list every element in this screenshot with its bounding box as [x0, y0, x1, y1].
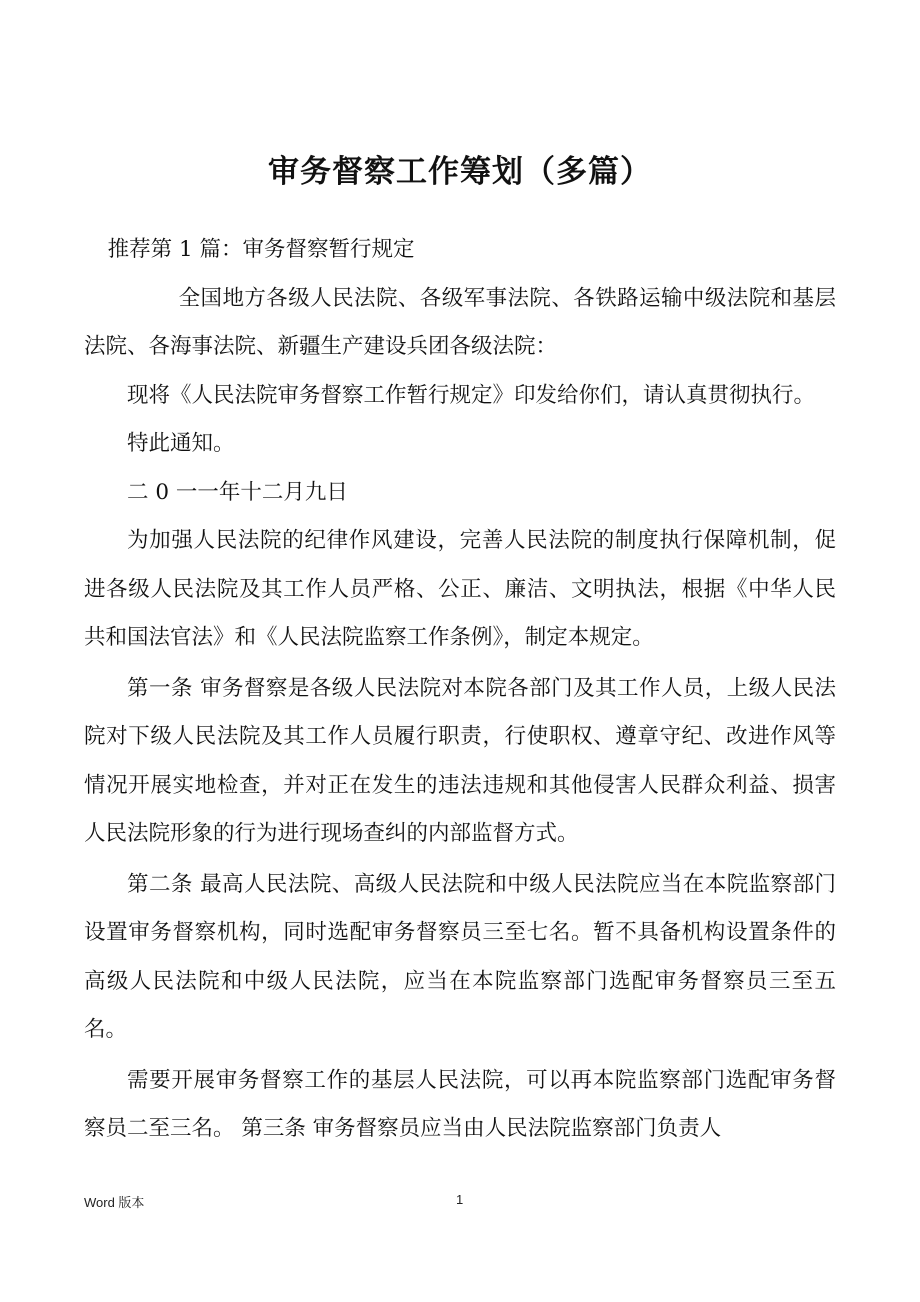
footer-page-number: 1: [456, 1192, 464, 1207]
footer-version-label: Word 版本: [84, 1195, 145, 1210]
recommendation-heading: 推荐第 1 篇：审务督察暂行规定: [107, 237, 415, 262]
article-3-paragraph: 需要开展审务督察工作的基层人民法院，可以再本院监察部门选配审务督察员二至三名。 第三条 审务督察员应当由人民法院监察部门负责人: [84, 1067, 836, 1141]
notice-date: 二 0 一一年十二月九日: [127, 479, 348, 505]
preamble-paragraph: 为加强人民法院的纪律作风建设，完善人民法院的制度执行保障机制，促进各级人民法院及其工作人员严格、公正、廉洁、文明执法，根据《中华人民共和国法官法》和《人民法院监察工作条例》，制定本规定。: [84, 528, 836, 650]
notice-closing: 特此通知。: [127, 431, 235, 456]
document-body: [84, 226, 836, 1154]
addressee-paragraph: 全国地方各级人民法院、各级军事法院、各铁路运输中级法院和基层法院、各海事法院、新疆生产建设兵团各级法院：: [84, 285, 836, 359]
article-1-paragraph: 第一条 审务督察是各级人民法院对本院各部门及其工作人员，上级人民法院对下级人民法院及其工作人员履行职责，行使职权、遵章守纪、改进作风等情况开展实地检查，并对正在发生的违法违规和其他侵害人民群众利益、损害人民法院形象的行为进行现场查纠的内部监督方式。: [84, 675, 836, 846]
document-title: 审务督察工作筹划（多篇）: [268, 154, 652, 190]
article-2-paragraph: 第二条 最高人民法院、高级人民法院和中级人民法院应当在本院监察部门设置审务督察机构，同时选配审务督察员三至七名。暂不具备机构设置条件的高级人民法院和中级人民法院，应当在本院监察部门选配审务督察员三至五名。: [84, 871, 836, 1042]
notice-paragraph: 现将《人民法院审务督察工作暂行规定》印发给你们，请认真贯彻执行。: [127, 382, 816, 408]
